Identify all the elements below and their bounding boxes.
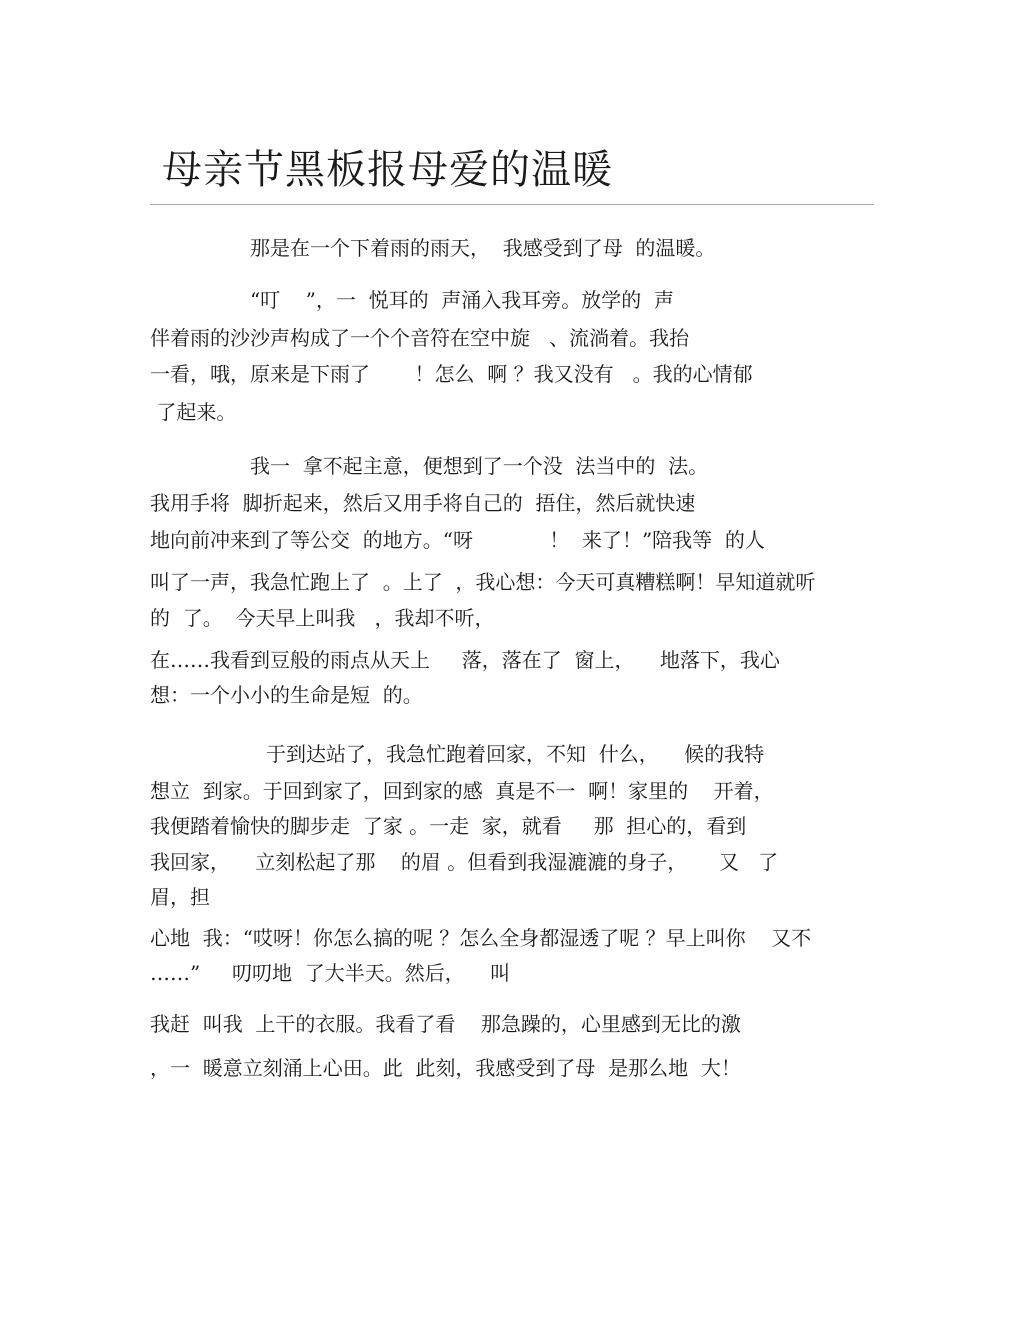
text-line: 眉，担	[150, 885, 210, 909]
text-line: ，一 暖意立刻涌上心田。此 此刻，我感受到了母 是那么地 大！	[150, 1056, 741, 1080]
text-line: 于到达站了，我急忙跑着回家，不知 什么， 候的我特	[266, 742, 765, 766]
text-line: 伴着雨的沙沙声构成了一个个音符在空中旋 、流淌着。我抬	[150, 326, 690, 350]
page-title: 母亲节黑板报母爱的温暖	[162, 147, 613, 193]
title-divider	[150, 204, 874, 205]
text-line: 叫了一声，我急忙跑上了 。上了 ，我心想：今天可真糟糕啊！早知道就听	[150, 570, 816, 594]
text-line: “叮 ”，一 悦耳的 声涌入我耳旁。放学的 声	[250, 288, 675, 312]
text-line: 我一 拿不起主意，便想到了一个没 法当中的 法。	[250, 454, 709, 478]
text-line: 地向前冲来到了等公交 的地方。“呀 ！ 来了！”陪我等 的人	[150, 528, 765, 552]
text-line: 我回家， 立刻松起了那 的眉 。但看到我湿漉漉的身子， 又 了	[150, 850, 779, 874]
text-line: 我赶 叫我 上干的衣服。我看了看 那急躁的，心里感到无比的激	[150, 1012, 741, 1036]
text-line: ……” 叨叨地 了大半天。然后， 叫	[150, 961, 511, 985]
text-line: 想：一个小小的生命是短 的。	[150, 683, 423, 707]
text-line: 了起来。	[150, 400, 237, 424]
text-line: 心地 我：“哎呀！你怎么搞的呢 ？怎么全身都湿透了呢 ？早上叫你 又不	[150, 926, 812, 950]
text-line: 想立 到家。于回到家了，回到家的感 真是不一 啊！家里的 开着，	[150, 779, 774, 803]
text-line: 在……我看到豆般的雨点从天上 落，落在了 窗上， 地落下，我心	[150, 648, 780, 672]
text-line: 一看，哦，原来是下雨了 ！怎么 啊 ？我又没有 。我的心情郁	[150, 362, 753, 386]
text-line: 我用手将 脚折起来，然后又用手将自己的 捂住，然后就快速	[150, 491, 696, 515]
text-line: 我便踏着愉快的脚步走 了家 。一走 家，就看 那 担心的，看到	[150, 814, 747, 838]
text-line: 那是在一个下着雨的雨天， 我感受到了母 的温暖。	[250, 236, 716, 260]
text-line: 的 了。 今天早上叫我 ，我却不听，	[150, 606, 495, 630]
